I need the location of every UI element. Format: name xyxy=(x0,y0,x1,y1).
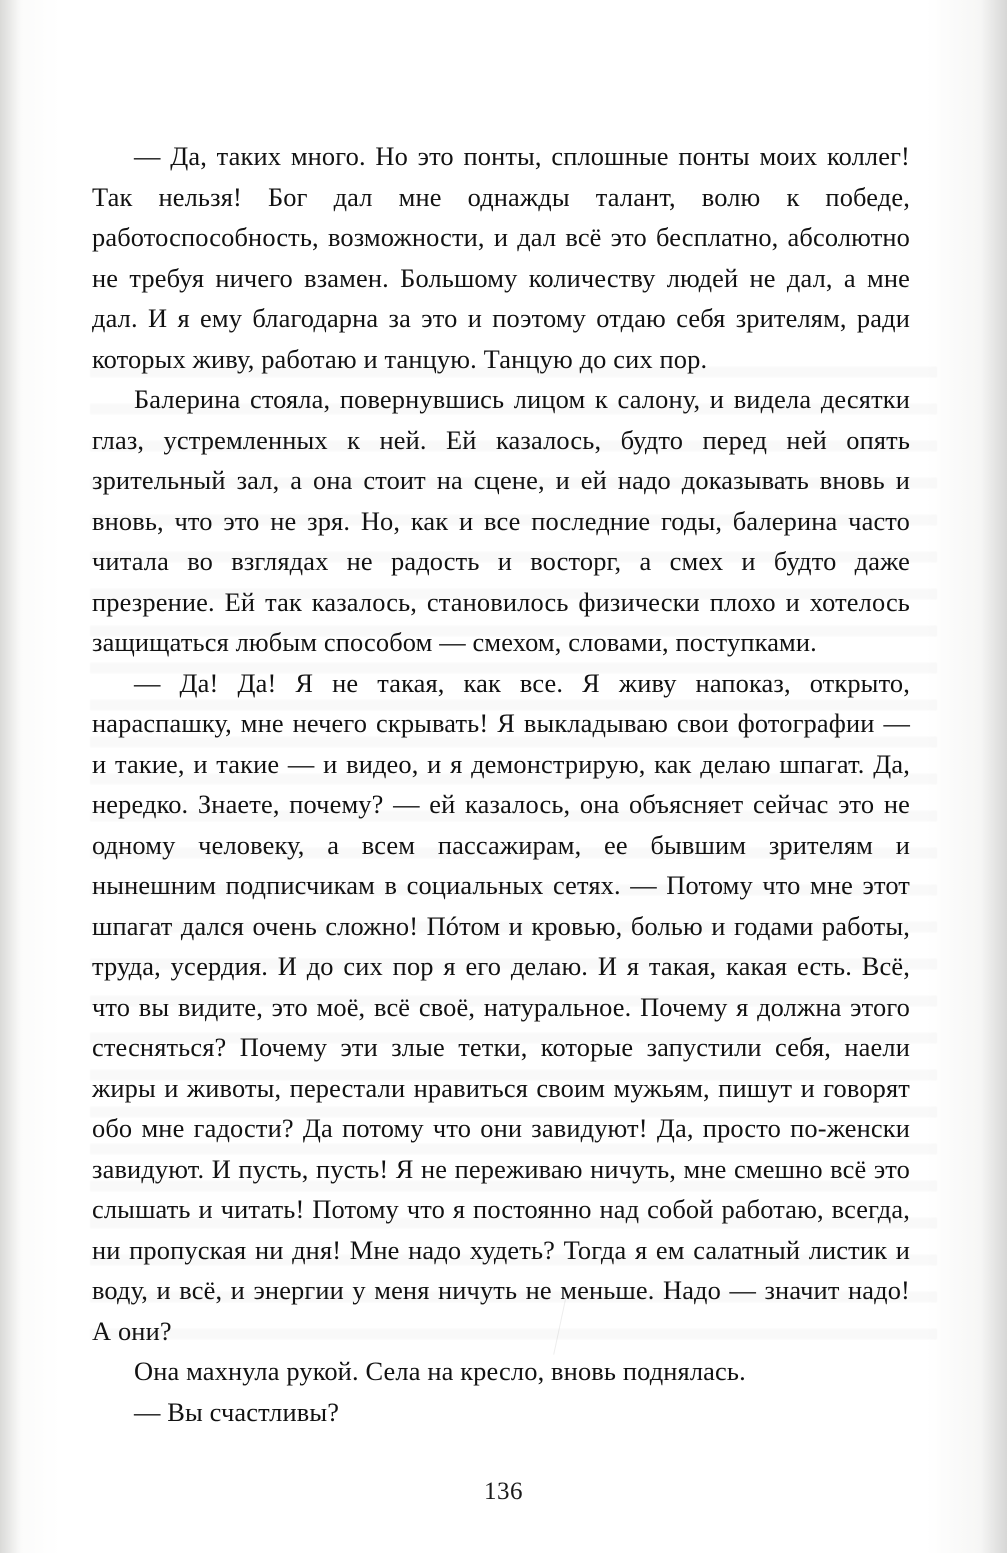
paragraph: — Да, таких много. Но это понты, сплошные понты моих коллег! Так нельзя! Бог дал мне однажды талант, волю к победе, работоспособность, возможности, и дал всё это бесплатно, абсолютно не требуя ничего взамен. Большому количеству людей не дал, а мне дал. И я ему благодарна за это и поэтому отдаю себя зрителям, ради которых живу, работаю и танцую. Танцую до сих пор. xyxy=(92,141,910,374)
paragraph: Балерина стояла, повернувшись лицом к салону, и видела десятки глаз, устремленных к ней. Ей казалось, будто перед ней опять зрительный зал, а она стоит на сцене, и ей надо доказывать вновь и вновь, что это не зря. Но, как и все последние годы, балерина часто читала во взглядах не радость и восторг, а смех и будто даже презрение. Ей так казалось, становилось физически плохо и хотелось защищаться любым способом — смехом, словами, поступками. xyxy=(92,384,910,657)
paragraph: — Да! Да! Я не такая, как все. Я живу напоказ, открыто, нараспашку, мне нечего скрывать! Я выкладываю свои фотографии — и такие, и такие — и видео, и я демонстрирую, как делаю шпагат. Да, нередко. Знаете, почему? — ей казалось, она объясняет сейчас это не одному человеку, а всем пассажирам, ее бывшим зрителям и нынешним подписчикам в социальных сетях. — Потому что мне этот шпагат дался очень сложно! Пóтом и кровью, болью и годами работы, труда, усердия. И до сих пор я его делаю. И я такая, какая есть. Всё, что вы видите, это моё, всё своё, натуральное. Почему я должна этого стесняться? Почему эти злые тетки, которые запустили себя, наели жиры и животы, перестали нравиться своим мужьям, пишут и говорят обо мне гадости? Да потому что они завидуют! Да, просто по-женски завидуют. И пусть, пусть! Я не переживаю ничуть, мне смешно всё это слышать и читать! Потому что я постоянно над собой работаю, всегда, ни пропуская ни дня! Мне надо худеть? Тогда я ем салатный листик и воду, и всё, и энергии у меня ничуть не меньше. Надо — значит надо! А они? xyxy=(92,667,910,1346)
paragraph: — Вы счастливы? xyxy=(134,1396,340,1427)
page-number: 136 xyxy=(484,1478,523,1505)
right-edge-shadow xyxy=(981,0,1007,1553)
page-body-text xyxy=(92,136,910,1432)
paragraph: Она махнула рукой. Села на кресло, вновь поднялась. xyxy=(134,1356,746,1386)
left-edge-shadow xyxy=(0,0,22,1553)
